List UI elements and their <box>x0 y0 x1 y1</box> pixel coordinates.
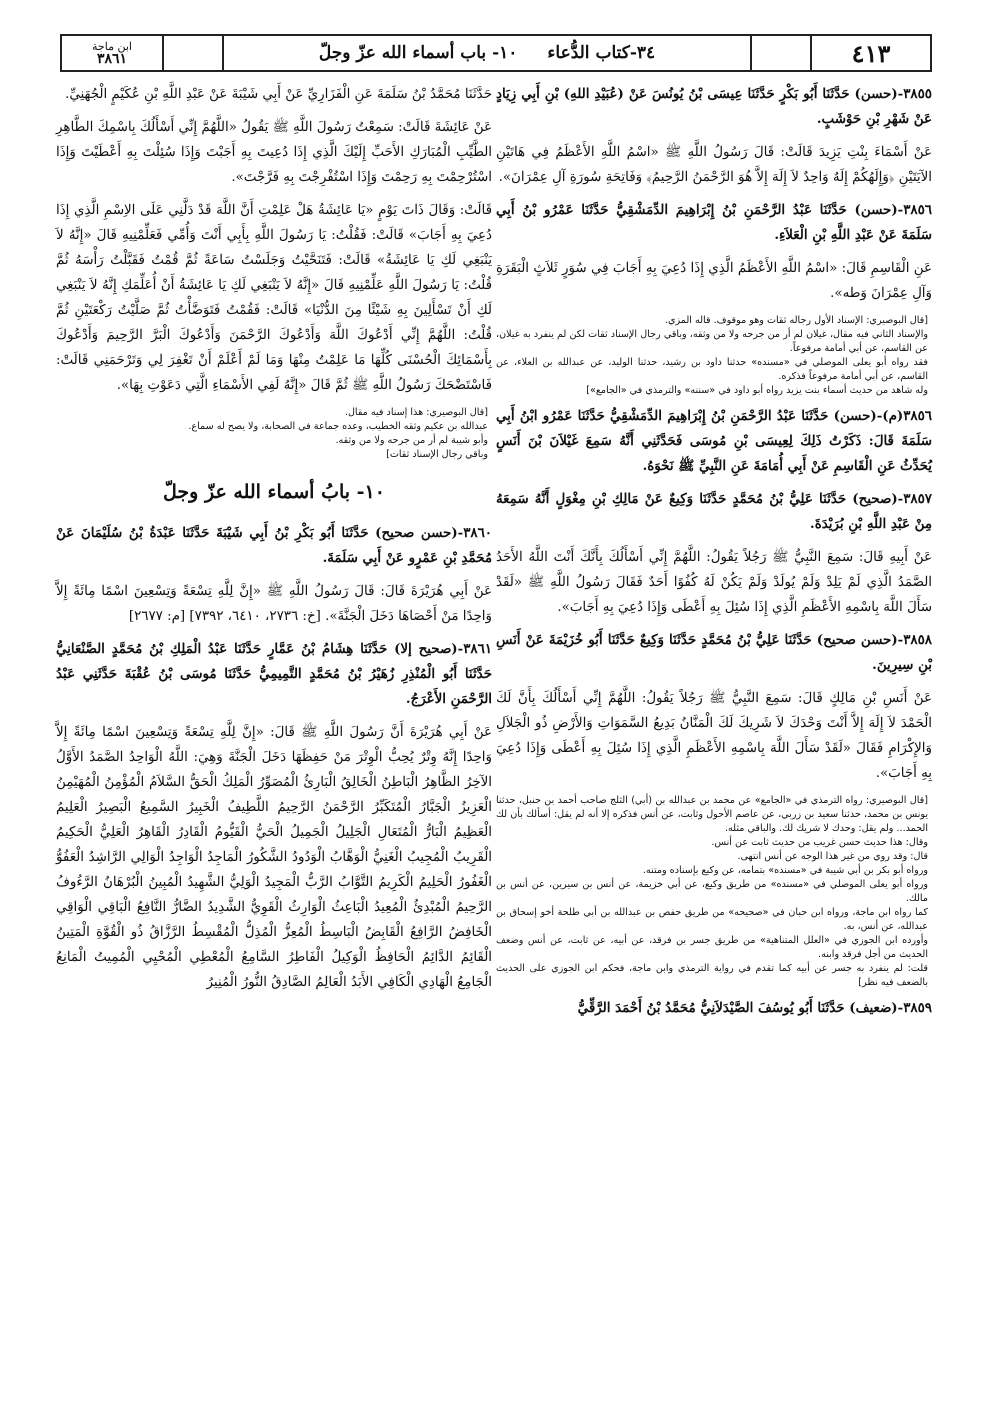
right-column <box>496 82 932 1029</box>
hadith-paragraph: عَنْ أَبِيهِ قَالَ: سَمِعَ النَّبِيُّ ﷺ رَجُلاً يَقُولُ: اللَّهُمَّ إِنِّي أَسْأَلُكَ بِأَنَّكَ أَنْتَ اللَّهُ الأَحَدُ الصَّمَدُ الَّذِي لَمْ يَلِدْ وَلَمْ يُولَدْ وَلَمْ يَكُنْ لَهُ كُفُوًا أَحَدٌ فَقَالَ رَسُولُ اللَّهِ ﷺ «لَقَدْ سَأَلَ اللَّهَ بِاسْمِهِ الأَعْظَمِ الَّذِي إِذَا سُئِلَ بِهِ أَعْطَى وَإِذَا دُعِيَ بِهِ أَجَابَ». <box>496 550 932 615</box>
hadith-paragraph: قَالَتْ: وَقَالَ ذَاتَ يَوْمٍ «يَا عَائِشَةُ هَلْ عَلِمْتِ أَنَّ اللَّهَ قَدْ دَلَّنِي عَلَى الاِسْمِ الَّذِي إِذَا دُعِيَ بِهِ أَجَابَ» قَالَتْ: فَقُلْتُ: يَا رَسُولَ اللَّهِ بِأَبِي أَنْتَ وَأُمِّي فَعَلِّمْنِيهِ قَالَ «إِنَّهُ لاَ يَنْبَغِي لَكِ يَا عَائِشَةُ» قَالَتْ: فَتَنَحَّيْتُ وَجَلَسْتُ سَاعَةً ثُمَّ قُمْتُ فَقَبَّلْتُ رَأْسَهُ ثُمَّ قُلْتُ: يَا رَسُولَ اللَّهِ عَلِّمْنِيهِ قَالَ «إِنَّهُ لاَ يَنْبَغِي لَكِ يَا عَائِشَةُ أَنْ أُعَلِّمَكِ إِنَّهُ لاَ يَنْبَغِي لَكِ أَنْ تَسْأَلِينَ بِهِ شَيْئًا مِنَ الدُّنْيَا» قَالَتْ: فَقُمْتُ فَتَوَضَّأْتُ ثُمَّ صَلَّيْتُ رَكْعَتَيْنِ ثُمَّ قُلْتُ: اللَّهُمَّ إِنِّي أَدْعُوكَ اللَّهَ وَأَدْعُوكَ الرَّحْمَنَ وَأَدْعُوكَ الْبَرَّ الرَّحِيمَ وَأَدْعُوكَ بِأَسْمَائِكَ الْحُسْنَى كُلِّهَا مَا عَلِمْتُ مِنْهَا وَمَا لَمْ أَعْلَمْ أَنْ تَغْفِرَ لِي وَتَرْحَمَنِي قَالَتْ: فَاسْتَضْحَكَ رَسُولُ اللَّهِ ﷺ ثُمَّ قَالَ «إِنَّهُ لَفِي الأَسْمَاءِ الَّتِي دَعَوْتِ بِهَا». <box>56 203 492 393</box>
note-line: فقد رواه أبو يعلى الموصلي في «مسنده» حدثنا داود بن رشيد، حدثنا الوليد، عن عبدالله بن العلاء، عن القاسم، عن أبي أمامة مرفوعاً فذكره. <box>496 357 928 382</box>
commentary-note <box>496 314 932 398</box>
hadith-paragraph: عَنْ أَبِي هُرَيْرَةَ أَنَّ رَسُولَ اللَّهِ ﷺ قَالَ: «إِنَّ لِلَّهِ تِسْعَةً وَتِسْعِينَ اسْمًا مِائَةً إِلاَّ وَاحِدًا إِنَّهُ وِتْرٌ يُحِبُّ الْوِتْرَ مَنْ حَفِظَهَا دَخَلَ الْجَنَّةَ وَهِيَ: اللَّهُ الْوَاحِدُ الصَّمَدُ الأَوَّلُ الآخِرُ الظَّاهِرُ الْبَاطِنُ الْخَالِقُ الْبَارِئُ الْمُصَوِّرُ الْمَلِكُ الْحَقُّ السَّلاَمُ الْمُؤْمِنُ الْمُهَيْمِنُ الْعَزِيزُ الْجَبَّارُ الْمُتَكَبِّرُ الرَّحْمَنُ الرَّحِيمُ اللَّطِيفُ الْخَبِيرُ السَّمِيعُ الْبَصِيرُ الْعَلِيمُ الْعَظِيمُ الْبَارُّ الْمُتَعَالِ الْجَلِيلُ الْجَمِيلُ الْحَيُّ الْقَيُّومُ الْقَادِرُ الْقَاهِرُ الْعَلِيُّ الْحَكِيمُ الْقَرِيبُ الْمُجِيبُ الْغَنِيُّ الْوَهَّابُ الْوَدُودُ الشَّكُورُ الْمَاجِدُ الْوَاجِدُ الْوَالِي الرَّاشِدُ الْعَفُوُّ الْغَفُورُ الْحَلِيمُ الْكَرِيمُ التَّوَّابُ الرَّبُّ الْمَجِيدُ الْوَلِيُّ الشَّهِيدُ الْمُبِينُ الْبُرْهَانُ الرَّءُوفُ الرَّحِيمُ الْمُبْدِئُ الْمُعِيدُ الْبَاعِثُ الْوَارِثُ الْقَوِيُّ الشَّدِيدُ الضَّارُّ النَّافِعُ الْبَاقِي الْوَاقِي الْخَافِضُ الرَّافِعُ الْقَابِضُ الْبَاسِطُ الْمُعِزُّ الْمُذِلُّ الْمُقْسِطُ الرَّزَّاقُ ذُو الْقُوَّةِ الْمَتِينُ الْقَائِمُ الدَّائِمُ الْحَافِظُ الْوَكِيلُ الْفَاطِرُ السَّامِعُ الْمُعْطِي الْمُحْيِي الْمُمِيتُ الْمَانِعُ الْجَامِعُ الْهَادِي الْكَافِي الأَبَدُ الْعَالِمُ الصَّادِقُ النُّورُ الْمُنِيرُ <box>56 725 492 990</box>
note-line: وباقي رجال الإسناد ثقات] <box>386 449 488 460</box>
reference-box <box>62 36 162 70</box>
hadith-paragraph: عَنْ أَبِي هُرَيْرَةَ قَالَ: قَالَ رَسُولُ اللَّهِ ﷺ «إِنَّ لِلَّهِ تِسْعَةً وَتِسْعِينَ اسْمًا مِائَةً إِلاَّ وَاحِدًا مَنْ أَحْصَاهَا دَخَلَ الْجَنَّةَ». [خ: ٢٧٣٦، ٦٤١٠، ٧٣٩٢] [م: ٢٦٧٧] <box>56 584 492 624</box>
hadith-paragraph: ٣٨٥٩-(ضعيف) حَدَّثَنَا أَبُو يُوسُفَ الصَّيْدَلاَنِيُّ مُحَمَّدُ بْنُ أَحْمَدَ الرَّقِّيُّ <box>577 1000 932 1016</box>
commentary-note <box>56 406 492 462</box>
reference-label: ابن ماجة <box>92 40 132 53</box>
running-title <box>222 36 750 70</box>
hadith-paragraph: ٣٨٥٨-(حسن صحيح) حَدَّثَنَا عَلِيُّ بْنُ مُحَمَّدٍ حَدَّثَنَا وَكِيعٌ حَدَّثَنَا أَبُو خُزَيْمَةَ عَنْ أَنَسِ بْنِ سِيرِينَ. <box>496 632 932 673</box>
commentary-note <box>496 794 932 990</box>
note-line: [قال البوصيري: الإسناد الأول رجاله ثقات وهو موقوف. قاله المزي. <box>664 315 928 326</box>
note-line: قال: وقد روي من غير هذا الوجه عن أنس انتهى. <box>737 851 928 862</box>
hadith-paragraph: ٣٨٥٧-(صحيح) حَدَّثَنَا عَلِيُّ بْنُ مُحَمَّدٍ حَدَّثَنَا وَكِيعٌ عَنْ مَالِكِ بْنِ مِغْوَلٍ أَنَّهُ سَمِعَهُ مِنْ عَبْدِ اللَّهِ بْنِ بُرَيْدَةَ. <box>496 491 932 532</box>
chapter-title: ١٠- باب أسماء الله عزّ وجلّ <box>318 43 518 63</box>
page-number: ٤١٣ <box>810 36 930 70</box>
note-line: كما رواه ابن ماجة، ورواه ابن حبان في «صحيحه» من طريق حفص بن عبدالله بن أبي طلحة أخو إسحاق بن عبدالله، عن أنس، به. <box>496 907 928 932</box>
hadith-paragraph: عَنْ أَنَسِ بْنِ مَالِكٍ قَالَ: سَمِعَ النَّبِيُّ ﷺ رَجُلاً يَقُولُ: اللَّهُمَّ إِنِّي أَسْأَلُكَ بِأَنَّ لَكَ الْحَمْدَ لاَ إِلَهَ إِلاَّ أَنْتَ وَحْدَكَ لاَ شَرِيكَ لَكَ الْمَنَّانُ بَدِيعُ السَّمَوَاتِ وَالأَرْضِ ذُو الْجَلاَلِ وَالإِكْرَامِ فَقَالَ «لَقَدْ سَأَلَ اللَّهَ بِاسْمِهِ الأَعْظَمِ الَّذِي إِذَا سُئِلَ بِهِ أَعْطَى وَإِذَا دُعِيَ بِهِ أَجَابَ». <box>496 691 932 781</box>
hadith-paragraph: ٣٨٦١-(صحيح إلا) حَدَّثَنَا هِشَامُ بْنُ عَمَّارٍ حَدَّثَنَا عَبْدُ الْمَلِكِ بْنُ مُحَمَّدٍ الصَّنْعَانِيُّ حَدَّثَنَا أَبُو الْمُنْذِرِ زُهَيْرُ بْنُ مُحَمَّدٍ التَّمِيمِيُّ حَدَّثَنَا مُوسَى بْنُ عُقْبَةَ حَدَّثَنِي عَبْدُ الرَّحْمَنِ الأَعْرَجُ. <box>56 641 492 707</box>
hadith-paragraph: عَنِ الْقَاسِمِ قَالَ: «اسْمُ اللَّهِ الأَعْظَمُ الَّذِي إِذَا دُعِيَ بِهِ أَجَابَ فِي سُوَرٍ ثَلاَثٍ الْبَقَرَةِ وَآلِ عِمْرَانَ وَطه». <box>496 261 932 301</box>
note-line: عبدالله بن عكيم وثقه الخطيب، وعده جماعة في الصحابة، ولا يصح له سماع. <box>188 421 488 432</box>
note-line: والإسناد الثاني فيه مقال، غيلان لم أر من جرحه ولا من وثقه، وباقي رجال الإسناد ثقات لكن لم ينفرد به غيلان، عن القاسم، عن أبي أمامة مرفوعاً. <box>496 329 928 354</box>
page-header <box>60 34 932 72</box>
note-line: قلت: لم ينفرد به جسر عن أبيه كما تقدم في رواية الترمذي وابن ماجة، فحكم ابن الجوزي على الحديث بالضعف فيه نظر] <box>496 963 928 988</box>
note-line: [قال البوصيري: هذا إسناد فيه مقال. <box>344 407 488 418</box>
hadith-paragraph: حَدَّثَنَا مُحَمَّدُ بْنُ سَلَمَةَ عَنِ الْفَزَارِيِّ عَنْ أَبِي شَيْبَةَ عَنْ عَبْدِ اللَّهِ بْنِ عُكَيْمٍ الْجُهَنِيِّ. <box>65 87 492 102</box>
left-column <box>56 82 492 1003</box>
hadith-paragraph: ٣٨٥٦(م)-(حسن) حَدَّثَنَا عَبْدُ الرَّحْمَنِ بْنُ إِبْرَاهِيمَ الدِّمَشْقِيُّ حَدَّثَنَا عَمْرُو ابْنُ أَبِي سَلَمَةَ قَالَ: ذَكَرْتُ ذَلِكَ لِعِيسَى بْنِ مُوسَى فَحَدَّثَنِي أَنَّهُ سَمِعَ غَيْلاَنَ بْنَ أَنَسٍ يُحَدِّثُ عَنِ الْقَاسِمِ عَنْ أَبِي أُمَامَةَ عَنِ النَّبِيِّ ﷺ نَحْوَهُ. <box>496 408 932 474</box>
hadith-paragraph: عَنْ أَسْمَاءَ بِنْتِ يَزِيدَ قَالَتْ: قَالَ رَسُولُ اللَّهِ ﷺ «اسْمُ اللَّهِ الأَعْظَمُ فِي هَاتَيْنِ الآيَتَيْنِ ﴿وَإِلَهُكُمْ إِلَهٌ وَاحِدٌ لاَ إِلَهَ إِلاَّ هُوَ الرَّحْمَنُ الرَّحِيمُ﴾ وَفَاتِحَةِ سُورَةِ آلِ عِمْرَانَ». <box>496 145 932 185</box>
hadith-paragraph: ٣٨٥٥-(حسن) حَدَّثَنَا أَبُو بَكْرٍ حَدَّثَنَا عِيسَى بْنُ يُونُسَ عَنْ (عُبَيْدِ اللهِ) بْنِ أَبِي زِيَادٍ عَنْ شَهْرِ بْنِ حَوْشَبٍ. <box>496 86 932 127</box>
note-line: ورواه أبو بكر بن أبي شيبة في «مسنده» بتمامه، عن وكيع بإسناده ومتنه. <box>642 865 928 876</box>
hadith-paragraph: ٣٨٥٦-(حسن) حَدَّثَنَا عَبْدُ الرَّحْمَنِ بْنُ إِبْرَاهِيمَ الدِّمَشْقِيُّ حَدَّثَنَا عَمْرُو بْنُ أَبِي سَلَمَةَ عَنْ عَبْدِ اللَّهِ بْنِ الْعَلاَءِ. <box>496 202 932 243</box>
header-spacer <box>162 36 222 70</box>
book-title: ٣٤-كتاب الدُّعاء <box>547 43 656 63</box>
note-line: وأورده ابن الجوزي في «العلل المتناهية» من طريق جسر بن فرقد، عن أبيه، عن ثابت، عن أنس وضعف الحديث من أجل فرقد وابنه. <box>496 935 928 960</box>
chapter-heading: ١٠- بابُ أسماء الله عزّ وجلّ <box>163 481 385 503</box>
header-spacer <box>750 36 810 70</box>
note-line: [قال البوصيري: رواه الترمذي في «الجامع» عن محمد بن عبدالله بن (أبي) الثلج صاحب أحمد بن حنبل، حدثنا يونس بن محمد، حدثنا سعيد بن زربي، عن عاصم الأحول وثابت، عن أنس فذكره إلا أنه لم يقل: أسألك بأن لك الحمد... ولم يقل: وحدك لا شريك لك. والباقي مثله. <box>496 795 928 834</box>
reference-number: ٣٨٦١ <box>96 51 128 67</box>
note-line: وأبو شيبة لم أر من جرحه ولا من وثقه. <box>335 435 488 446</box>
note-line: ورواه أبو يعلى الموصلي في «مسنده» من طريق وكيع، عن أبي خزيمة، عن أنس بن سيرين، عن أنس بن مالك. <box>496 879 928 904</box>
note-line: وقال: هذا حديث حسن غريب من حديث ثابت عن أنس. <box>711 837 928 848</box>
hadith-paragraph: ٣٨٦٠-(حسن صحيح) حَدَّثَنَا أَبُو بَكْرِ بْنُ أَبِي شَيْبَةَ حَدَّثَنَا عَبْدَةُ بْنُ سُلَيْمَانَ عَنْ مُحَمَّدِ بْنِ عَمْرٍو عَنْ أَبِي سَلَمَةَ. <box>56 525 492 566</box>
note-line: وله شاهد من حديث أسماء بنت يزيد رواه أبو داود في «سننه» والترمذي في «الجامع»] <box>586 385 928 396</box>
hadith-paragraph: عَنْ عَائِشَةَ قَالَتْ: سَمِعْتُ رَسُولَ اللَّهِ ﷺ يَقُولُ «اللَّهُمَّ إِنِّي أَسْأَلُكَ بِاسْمِكَ الطَّاهِرِ الطَّيِّبِ الْمُبَارَكِ الأَحَبِّ إِلَيْكَ الَّذِي إِذَا دُعِيتَ بِهِ أَجَبْتَ وَإِذَا سُئِلْتَ بِهِ أَعْطَيْتَ وَإِذَا اسْتُرْحِمْتَ بِهِ رَحِمْتَ وَإِذَا اسْتُفْرِجْتَ بِهِ فَرَّجْتَ». <box>56 120 492 185</box>
